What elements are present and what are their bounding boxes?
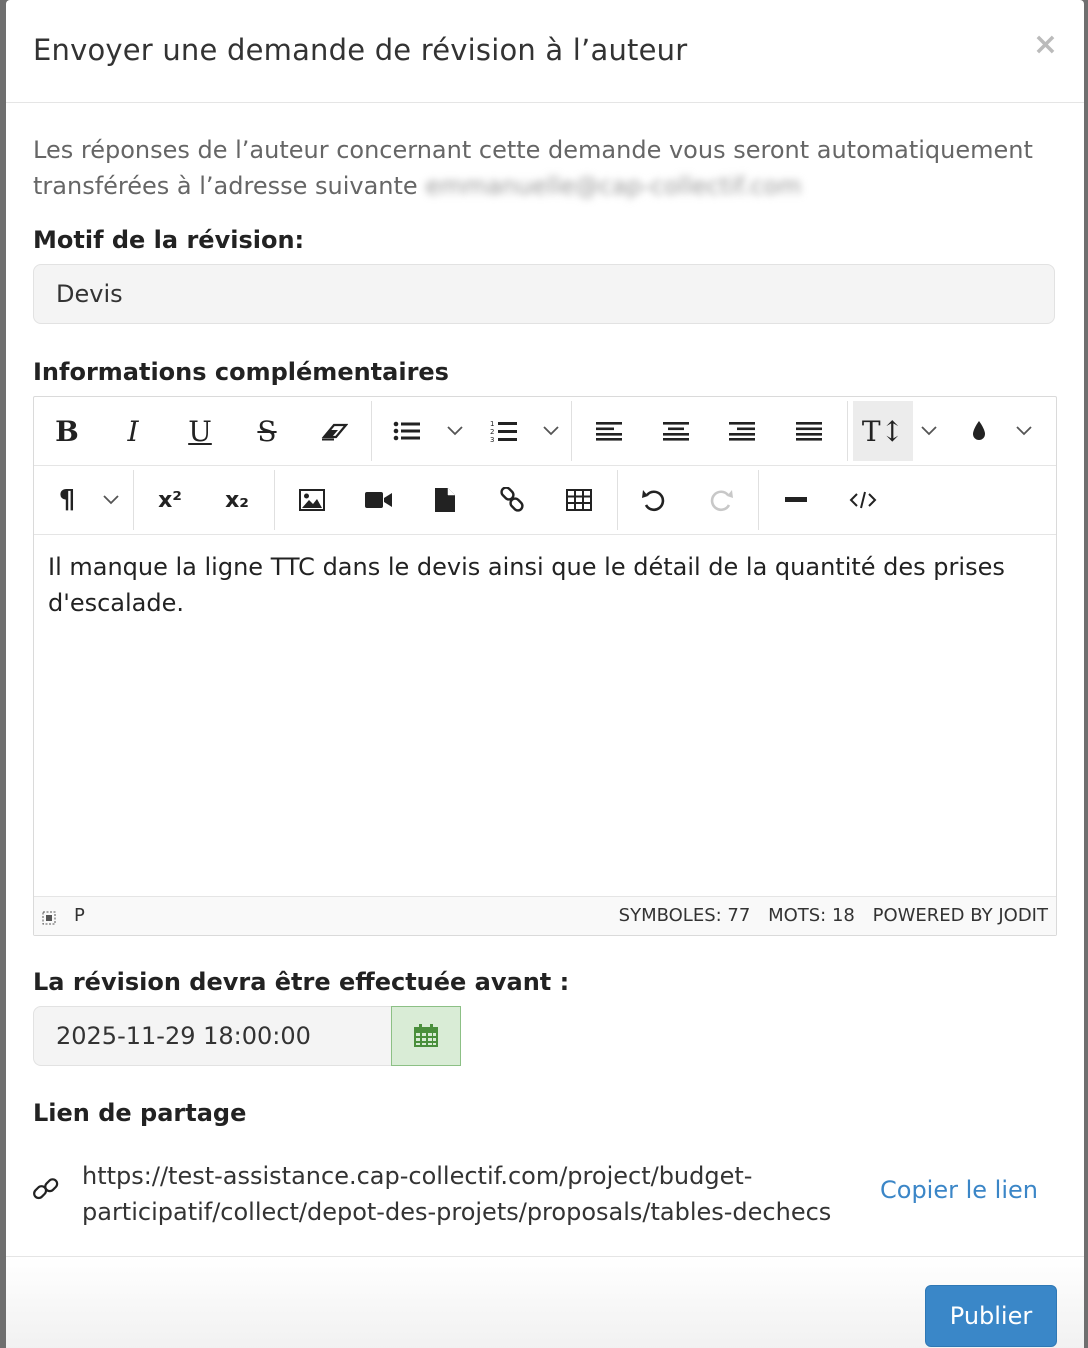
- video-icon[interactable]: [349, 470, 409, 530]
- subscript-button[interactable]: x₂: [225, 487, 249, 513]
- undo-icon[interactable]: [624, 470, 684, 530]
- svg-text:3: 3: [490, 436, 495, 443]
- powered-by-jodit[interactable]: POWERED BY JODIT: [872, 905, 1048, 926]
- bold-button[interactable]: B: [55, 414, 79, 448]
- text-color-drop-icon[interactable]: [949, 401, 1009, 461]
- toolbar-separator: [133, 470, 134, 530]
- deadline-date-input[interactable]: 2025-11-29 18:00:00: [33, 1006, 391, 1066]
- publish-button[interactable]: Publier: [925, 1285, 1057, 1347]
- copy-link-button[interactable]: Copier le lien: [880, 1176, 1038, 1204]
- editor-content-area[interactable]: Il manque la ligne TTC dans le devis ainsi que le détail de la quantité des prises d'escalade.: [48, 553, 1005, 617]
- chain-link-icon: [33, 1176, 59, 1207]
- link-icon[interactable]: [482, 470, 542, 530]
- toolbar-separator: [847, 401, 848, 461]
- bullet-list-icon[interactable]: [377, 401, 437, 461]
- align-center-icon[interactable]: [646, 401, 706, 461]
- reason-input[interactable]: Devis: [33, 264, 1055, 324]
- paragraph-button[interactable]: ¶: [58, 485, 76, 515]
- align-right-icon[interactable]: [712, 401, 772, 461]
- align-left-icon[interactable]: [579, 401, 639, 461]
- modal-footer: [6, 1256, 1084, 1348]
- chevron-down-icon[interactable]: [1009, 401, 1039, 461]
- word-count: MOTS: 18: [768, 905, 855, 926]
- deadline-label: La révision devra être effectuée avant :: [33, 968, 570, 996]
- author-email-blurred: emmanuelle@cap-collectif.com: [425, 172, 802, 200]
- calendar-icon: [413, 1024, 439, 1048]
- editor-statusbar: [34, 896, 1056, 935]
- chevron-down-icon[interactable]: [914, 401, 944, 461]
- toolbar-separator: [617, 470, 618, 530]
- toolbar-separator: [371, 401, 372, 461]
- toolbar-separator: [274, 470, 275, 530]
- strikethrough-button[interactable]: S: [257, 414, 277, 448]
- svg-text:2: 2: [490, 428, 495, 436]
- editor-toolbar-row-2: [34, 466, 1056, 535]
- element-path[interactable]: P: [74, 905, 85, 926]
- share-link-url: https://test-assistance.cap-collectif.com/project/budget-participatif/collect/depot-des-projets/proposals/tables-dechecs: [82, 1162, 832, 1226]
- chevron-down-icon[interactable]: [440, 401, 470, 461]
- reason-label: Motif de la révision:: [33, 226, 305, 254]
- superscript-button[interactable]: x²: [158, 487, 182, 513]
- rich-text-editor: [33, 396, 1057, 936]
- eraser-icon[interactable]: [304, 401, 364, 461]
- close-icon[interactable]: ×: [1032, 27, 1058, 62]
- toolbar-separator: [571, 401, 572, 461]
- calendar-button[interactable]: [391, 1006, 461, 1066]
- revision-request-modal: [6, 0, 1084, 1348]
- numbered-list-icon[interactable]: [474, 401, 534, 461]
- share-link-label: Lien de partage: [33, 1099, 247, 1127]
- redo-icon[interactable]: [691, 470, 751, 530]
- table-icon[interactable]: [549, 470, 609, 530]
- chevron-down-icon[interactable]: [96, 470, 126, 530]
- svg-text:1: 1: [490, 420, 495, 428]
- horizontal-rule-icon[interactable]: [766, 470, 826, 530]
- select-all-icon[interactable]: [42, 909, 56, 930]
- modal-title: Envoyer une demande de révision à l’auteur: [33, 33, 688, 67]
- intro-text: Les réponses de l’auteur concernant cette demande vous seront automatiquement transférées à l’adresse suivante: [33, 136, 1033, 200]
- intro-text-block: [33, 132, 1043, 204]
- editor-toolbar-row-1: [34, 397, 1056, 466]
- modal-header: [6, 0, 1084, 103]
- source-code-icon[interactable]: [833, 470, 893, 530]
- toolbar-separator: [758, 470, 759, 530]
- image-icon[interactable]: [282, 470, 342, 530]
- editor-stats: [607, 905, 1048, 926]
- symbol-count: SYMBOLES: 77: [618, 905, 751, 926]
- underline-button[interactable]: U: [188, 414, 212, 448]
- details-label: Informations complémentaires: [33, 358, 449, 386]
- italic-button[interactable]: I: [127, 414, 139, 448]
- file-icon[interactable]: [415, 470, 475, 530]
- chevron-down-icon[interactable]: [536, 401, 566, 461]
- align-justify-icon[interactable]: [779, 401, 839, 461]
- font-size-button[interactable]: T↕: [853, 401, 913, 461]
